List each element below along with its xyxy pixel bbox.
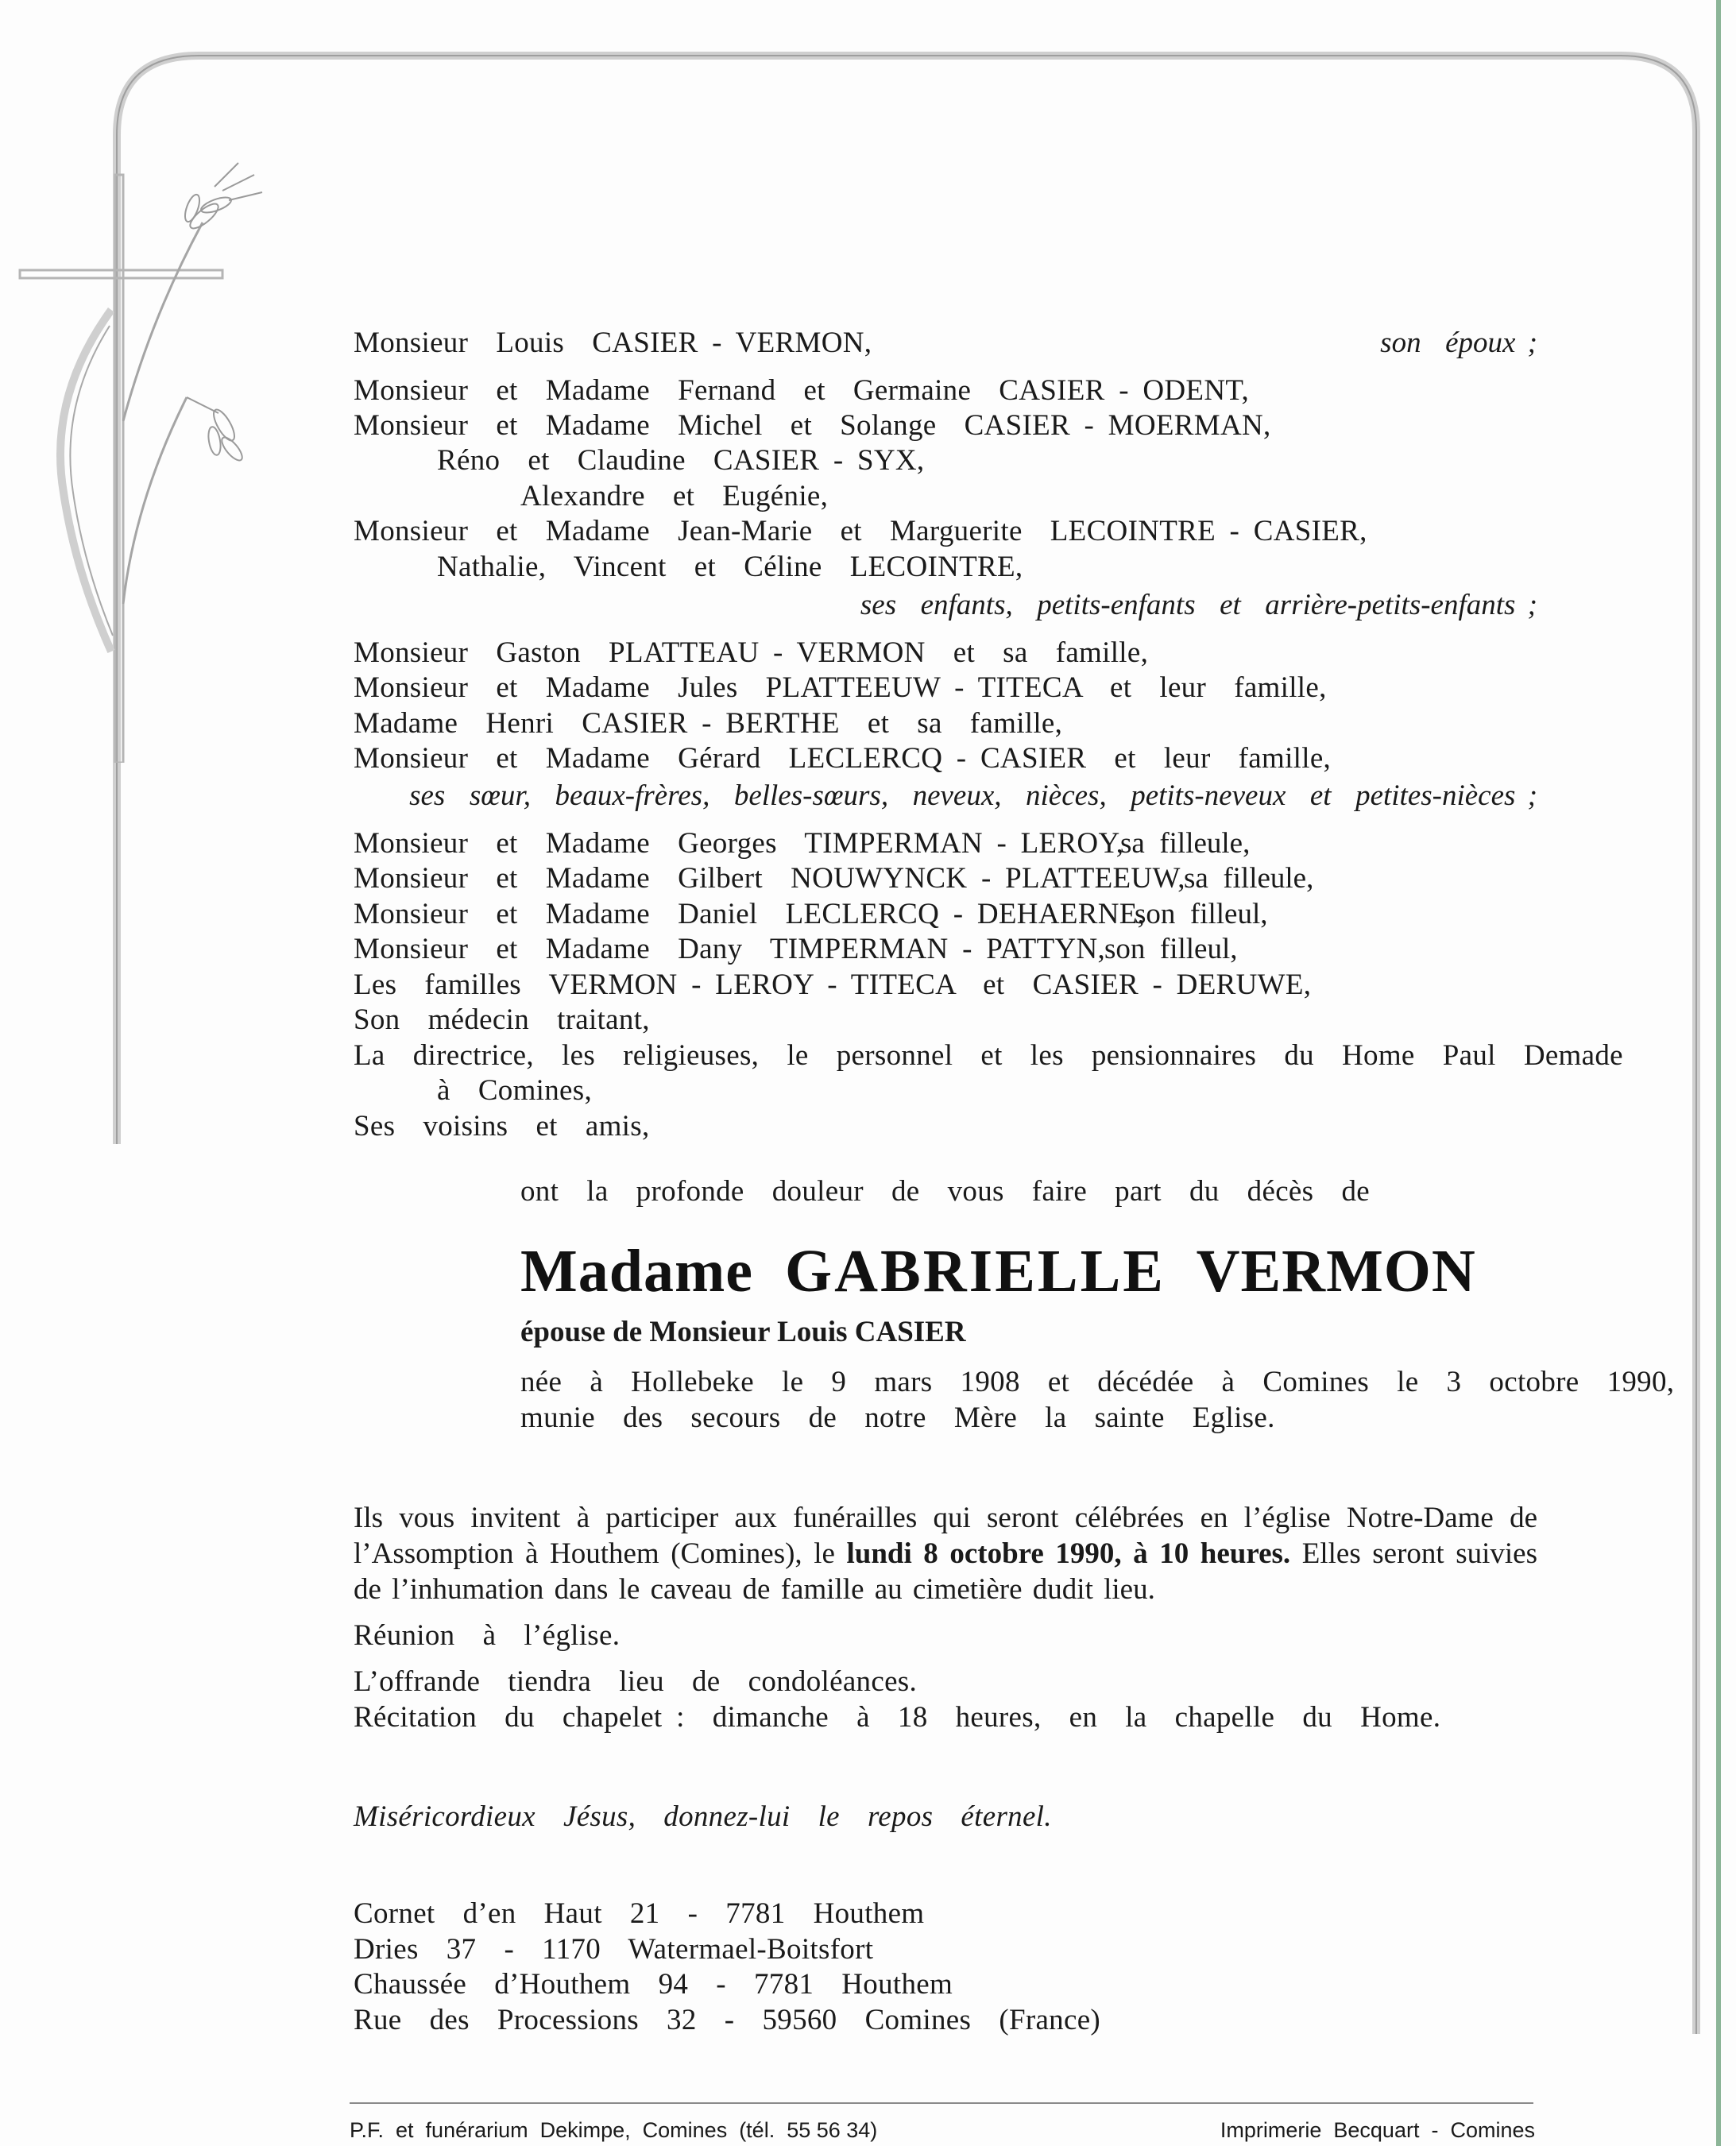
cross-with-wheat-icon	[16, 159, 278, 763]
grandchild-line: Réno et Claudine CASIER - SYX,	[437, 444, 925, 477]
funeral-date-time: lundi 8 octobre 1990, à 10 heures.	[846, 1537, 1291, 1570]
spouse-name: Monsieur Louis CASIER - VERMON,	[354, 327, 872, 359]
funeral-home-credit: P.F. et funérarium Dekimpe, Comines (tél. 55 56 34)	[350, 2118, 878, 2142]
grandchild-line: Nathalie, Vincent et Céline LECOINTRE,	[437, 551, 1023, 583]
other-line: Les familles VERMON - LEROY - TITECA et CASIER - DERUWE,	[354, 969, 1312, 1001]
deceased-first-name: GABRIELLE	[785, 1238, 1166, 1305]
godchild-relation: son filleul,	[1135, 898, 1268, 930]
child-line: Monsieur et Madame Jean-Marie et Marguerite LECOINTRE - CASIER,	[354, 515, 1367, 547]
great-grandchild-line: Alexandre et Eugénie,	[520, 480, 829, 512]
godchild-relation: sa filleule,	[1184, 862, 1314, 895]
child-line: Monsieur et Madame Fernand et Germaine CASIER - ODENT,	[354, 374, 1250, 407]
child-line: Monsieur et Madame Michel et Solange CASIER - MOERMAN,	[354, 409, 1271, 442]
other-line: La directrice, les religieuses, le personnel et les pensionnaires du Home Paul Demade	[354, 1039, 1623, 1072]
children-relation: ses enfants, petits-enfants et arrière-petits-enfants ;	[860, 589, 1537, 621]
announcement-line: ont la profonde douleur de vous faire part du décès de	[520, 1175, 1370, 1208]
spouse-relation: son époux ;	[1380, 327, 1537, 359]
deceased-spouse-line: épouse de Monsieur Louis CASIER	[520, 1316, 966, 1348]
funeral-paragraph	[354, 1500, 1537, 1607]
siblings-relation: ses sœur, beaux-frères, belles-sœurs, neveux, nièces, petits-neveux et petites-nièces ;	[409, 779, 1537, 812]
other-line: Son médecin traitant,	[354, 1003, 650, 1036]
offering-line: L’offrande tiendra lieu de condoléances.	[354, 1665, 918, 1698]
godchild-line: Monsieur et Madame Daniel LECLERCQ - DEHAERNE,	[354, 898, 1146, 930]
godchild-line: Monsieur et Madame Georges TIMPERMAN - LEROY,	[354, 827, 1124, 860]
deceased-last-name: VERMON	[1196, 1238, 1476, 1305]
sibling-line: Madame Henri CASIER - BERTHE et sa famille,	[354, 707, 1063, 740]
printer-credit: Imprimerie Becquart - Comines	[1220, 2118, 1535, 2142]
sacraments-line: munie des secours de notre Mère la sainte Eglise.	[520, 1402, 1275, 1434]
sibling-line: Monsieur et Madame Jules PLATTEEUW - TITECA et leur famille,	[354, 671, 1327, 704]
rosary-line: Récitation du chapelet : dimanche à 18 heures, en la chapelle du Home.	[354, 1701, 1441, 1734]
deceased-title: Madame	[520, 1238, 754, 1305]
sibling-line: Monsieur Gaston PLATTEAU - VERMON et sa famille,	[354, 636, 1149, 669]
godchild-relation: sa filleule,	[1120, 827, 1251, 860]
godchild-line: Monsieur et Madame Dany TIMPERMAN - PATTYN,	[354, 933, 1106, 965]
address-line: Dries 37 - 1170 Watermael-Boitsfort	[354, 1933, 874, 1966]
address-line: Chaussée d’Houthem 94 - 7781 Houthem	[354, 1968, 953, 2001]
meeting-line: Réunion à l’église.	[354, 1619, 621, 1652]
godchild-relation: son filleul,	[1104, 933, 1238, 965]
birth-death-line: née à Hollebeke le 9 mars 1908 et décédée à Comines le 3 octobre 1990,	[520, 1366, 1675, 1398]
other-line: Ses voisins et amis,	[354, 1110, 650, 1143]
deceased-name	[520, 1235, 1476, 1307]
prayer-line: Miséricordieux Jésus, donnez-lui le repos éternel.	[354, 1800, 1052, 1833]
footer-rule	[350, 2102, 1533, 2104]
other-line: à Comines,	[437, 1074, 593, 1107]
funeral-outro: Elles seront suivies de l’inhumation dans le caveau de famille au cimetière dudit lieu.	[354, 1537, 1538, 1606]
sibling-line: Monsieur et Madame Gérard LECLERCQ - CASIER et leur famille,	[354, 742, 1332, 775]
address-line: Cornet d’en Haut 21 - 7781 Houthem	[354, 1897, 925, 1930]
godchild-line: Monsieur et Madame Gilbert NOUWYNCK - PLATTEEUW,	[354, 862, 1185, 895]
address-line: Rue des Processions 32 - 59560 Comines (France)	[354, 2004, 1101, 2036]
funeral-intro: Ils vous invitent à participer aux funérailles qui seront célébrées en l’église Notre-Dame de l’Assomption à Houthem (Comines), le	[354, 1502, 1537, 1570]
